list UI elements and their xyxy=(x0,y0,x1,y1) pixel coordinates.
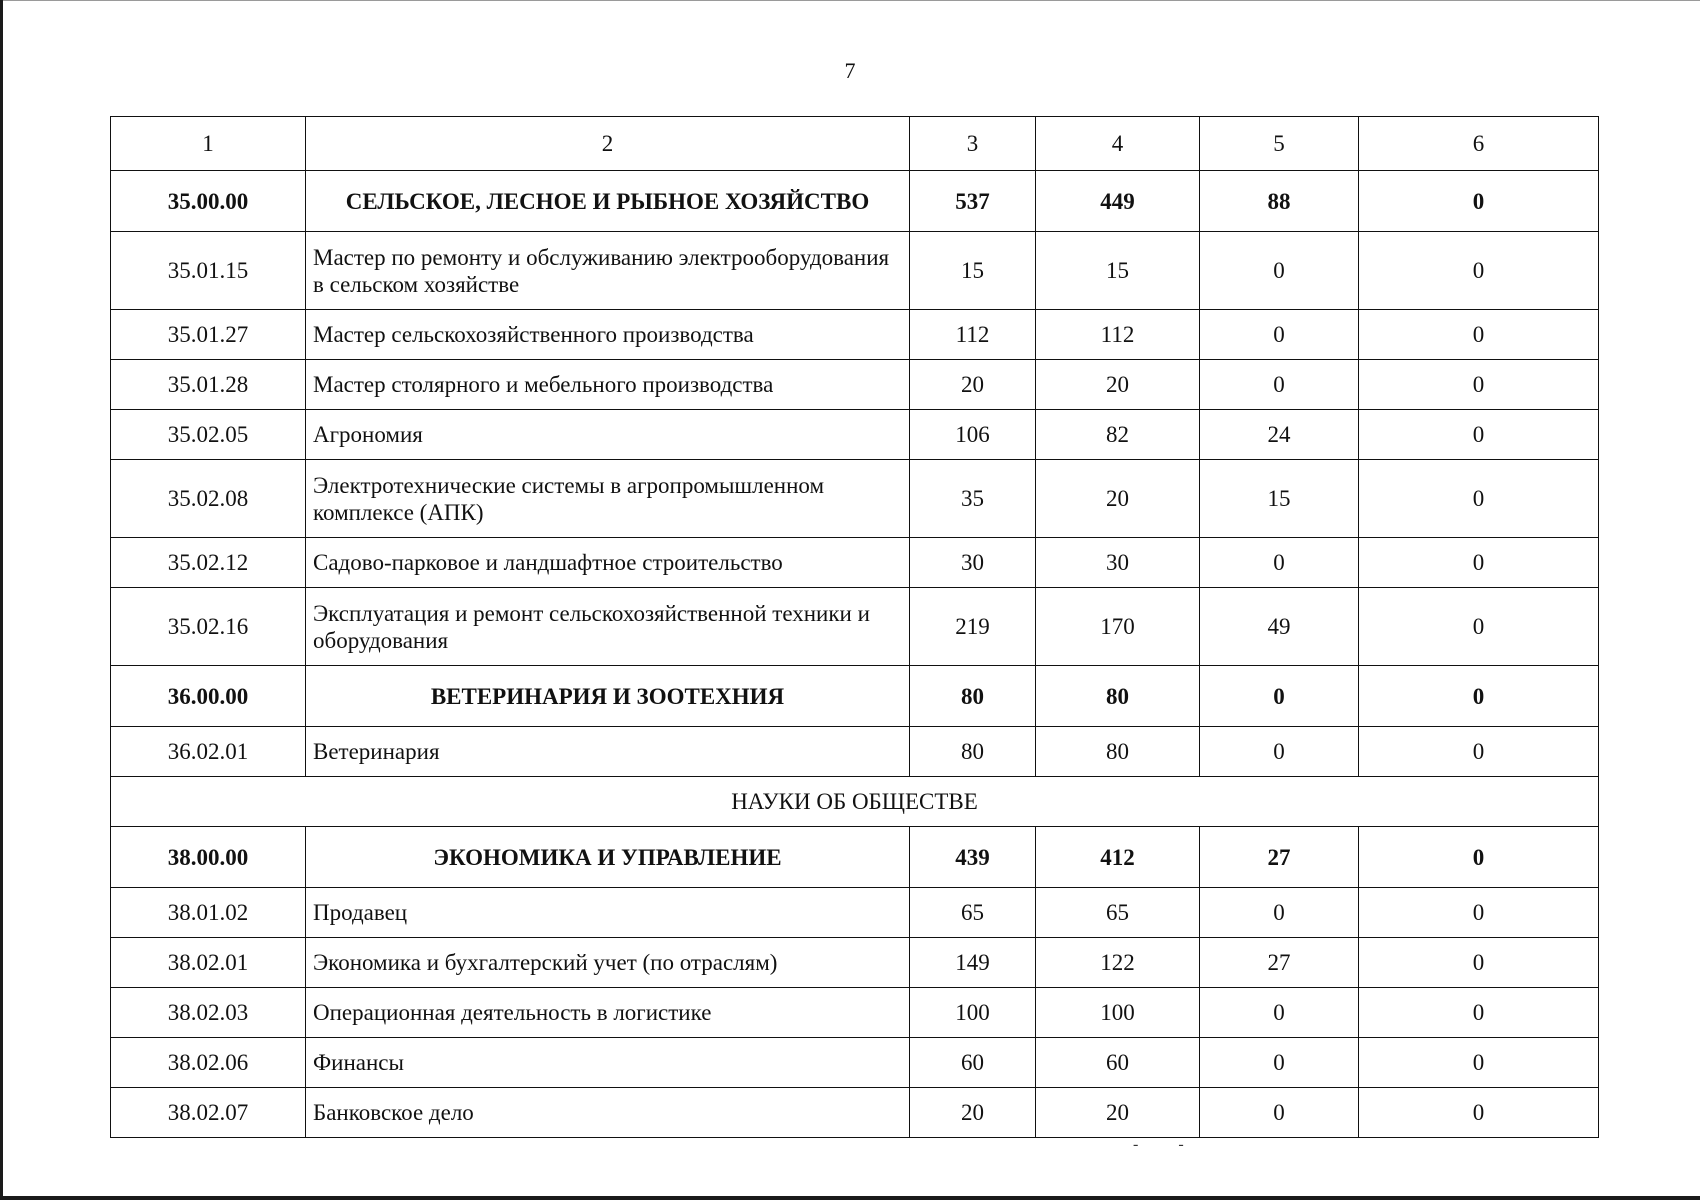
col3-cell: 35 xyxy=(910,460,1036,538)
code-cell: 35.00.00 xyxy=(111,171,306,232)
group-row xyxy=(111,827,1599,888)
code-cell: 38.02.01 xyxy=(111,938,306,988)
scan-edge-bottom xyxy=(0,1196,1700,1200)
name-cell: Мастер столярного и мебельного производства xyxy=(306,360,910,410)
table-row xyxy=(111,460,1599,538)
col6-cell: 0 xyxy=(1359,1088,1599,1138)
name-cell: Финансы xyxy=(306,1038,910,1088)
code-cell: 35.02.08 xyxy=(111,460,306,538)
page-number: 7 xyxy=(844,58,856,83)
header-cell-6: 6 xyxy=(1359,117,1599,171)
col6-cell: 0 xyxy=(1359,360,1599,410)
col5-cell: 0 xyxy=(1200,727,1359,777)
col4-cell: 65 xyxy=(1036,888,1200,938)
code-cell: 36.02.01 xyxy=(111,727,306,777)
col6-cell: 0 xyxy=(1359,538,1599,588)
col5-cell: 88 xyxy=(1200,171,1359,232)
code-cell: 35.02.05 xyxy=(111,410,306,460)
col5-cell: 27 xyxy=(1200,827,1359,888)
table-row xyxy=(111,232,1599,310)
col3-cell: 30 xyxy=(910,538,1036,588)
col6-cell: 0 xyxy=(1359,827,1599,888)
col3-cell: 15 xyxy=(910,232,1036,310)
table-row xyxy=(111,938,1599,988)
col5-cell: 0 xyxy=(1200,666,1359,727)
col6-cell: 0 xyxy=(1359,938,1599,988)
col4-cell: 100 xyxy=(1036,988,1200,1038)
header-cell-4: 4 xyxy=(1036,117,1200,171)
col6-cell: 0 xyxy=(1359,171,1599,232)
code-cell: 36.00.00 xyxy=(111,666,306,727)
col4-cell: 60 xyxy=(1036,1038,1200,1088)
group-row xyxy=(111,171,1599,232)
col5-cell: 0 xyxy=(1200,232,1359,310)
col5-cell: 0 xyxy=(1200,310,1359,360)
table-row xyxy=(111,538,1599,588)
col4-cell: 30 xyxy=(1036,538,1200,588)
code-cell: 38.00.00 xyxy=(111,827,306,888)
table-row xyxy=(111,410,1599,460)
name-cell: Операционная деятельность в логистике xyxy=(306,988,910,1038)
table-row xyxy=(111,360,1599,410)
col4-cell: 15 xyxy=(1036,232,1200,310)
footer-marks: - - xyxy=(1133,1136,1202,1153)
name-cell: Экономика и бухгалтерский учет (по отраслям) xyxy=(306,938,910,988)
col6-cell: 0 xyxy=(1359,666,1599,727)
table-body xyxy=(111,117,1599,1138)
group-row xyxy=(111,666,1599,727)
col4-cell: 82 xyxy=(1036,410,1200,460)
col5-cell: 49 xyxy=(1200,588,1359,666)
name-cell: ВЕТЕРИНАРИЯ И ЗООТЕХНИЯ xyxy=(306,666,910,727)
header-cell-3: 3 xyxy=(910,117,1036,171)
table-row xyxy=(111,888,1599,938)
col6-cell: 0 xyxy=(1359,888,1599,938)
col3-cell: 112 xyxy=(910,310,1036,360)
col4-cell: 412 xyxy=(1036,827,1200,888)
col4-cell: 20 xyxy=(1036,360,1200,410)
col4-cell: 449 xyxy=(1036,171,1200,232)
header-cell-2: 2 xyxy=(306,117,910,171)
col3-cell: 20 xyxy=(910,1088,1036,1138)
col5-cell: 27 xyxy=(1200,938,1359,988)
specialties-table xyxy=(110,116,1599,1138)
header-cell-5: 5 xyxy=(1200,117,1359,171)
name-cell: Садово-парковое и ландшафтное строительство xyxy=(306,538,910,588)
col5-cell: 24 xyxy=(1200,410,1359,460)
code-cell: 38.02.06 xyxy=(111,1038,306,1088)
col4-cell: 170 xyxy=(1036,588,1200,666)
table-row xyxy=(111,310,1599,360)
code-cell: 38.01.02 xyxy=(111,888,306,938)
col4-cell: 20 xyxy=(1036,1088,1200,1138)
table-row xyxy=(111,1038,1599,1088)
col4-cell: 112 xyxy=(1036,310,1200,360)
col3-cell: 219 xyxy=(910,588,1036,666)
col5-cell: 15 xyxy=(1200,460,1359,538)
col3-cell: 106 xyxy=(910,410,1036,460)
scan-edge-top xyxy=(0,0,1700,1)
col3-cell: 80 xyxy=(910,666,1036,727)
col5-cell: 0 xyxy=(1200,1038,1359,1088)
col5-cell: 0 xyxy=(1200,1088,1359,1138)
table-row xyxy=(111,588,1599,666)
code-cell: 38.02.07 xyxy=(111,1088,306,1138)
table-header-row xyxy=(111,117,1599,171)
code-cell: 35.02.16 xyxy=(111,588,306,666)
header-cell-1: 1 xyxy=(111,117,306,171)
col3-cell: 65 xyxy=(910,888,1036,938)
col5-cell: 0 xyxy=(1200,538,1359,588)
code-cell: 35.01.27 xyxy=(111,310,306,360)
col5-cell: 0 xyxy=(1200,360,1359,410)
table-row xyxy=(111,1088,1599,1138)
name-cell: Мастер сельскохозяйственного производства xyxy=(306,310,910,360)
name-cell: Банковское дело xyxy=(306,1088,910,1138)
table-row xyxy=(111,988,1599,1038)
name-cell: Мастер по ремонту и обслуживанию электрооборудования в сельском хозяйстве xyxy=(306,232,910,310)
code-cell: 35.01.15 xyxy=(111,232,306,310)
code-cell: 35.02.12 xyxy=(111,538,306,588)
col3-cell: 100 xyxy=(910,988,1036,1038)
col3-cell: 439 xyxy=(910,827,1036,888)
name-cell: СЕЛЬСКОЕ, ЛЕСНОЕ И РЫБНОЕ ХОЗЯЙСТВО xyxy=(306,171,910,232)
col4-cell: 80 xyxy=(1036,727,1200,777)
col5-cell: 0 xyxy=(1200,888,1359,938)
col4-cell: 80 xyxy=(1036,666,1200,727)
col6-cell: 0 xyxy=(1359,232,1599,310)
col3-cell: 80 xyxy=(910,727,1036,777)
col6-cell: 0 xyxy=(1359,727,1599,777)
col6-cell: 0 xyxy=(1359,988,1599,1038)
col6-cell: 0 xyxy=(1359,310,1599,360)
name-cell: Электротехнические системы в агропромышленном комплексе (АПК) xyxy=(306,460,910,538)
name-cell: Продавец xyxy=(306,888,910,938)
col4-cell: 122 xyxy=(1036,938,1200,988)
col6-cell: 0 xyxy=(1359,460,1599,538)
col3-cell: 149 xyxy=(910,938,1036,988)
col3-cell: 537 xyxy=(910,171,1036,232)
col4-cell: 20 xyxy=(1036,460,1200,538)
name-cell: ЭКОНОМИКА И УПРАВЛЕНИЕ xyxy=(306,827,910,888)
code-cell: 38.02.03 xyxy=(111,988,306,1038)
table-row xyxy=(111,727,1599,777)
code-cell: 35.01.28 xyxy=(111,360,306,410)
col3-cell: 20 xyxy=(910,360,1036,410)
col3-cell: 60 xyxy=(910,1038,1036,1088)
name-cell: Эксплуатация и ремонт сельскохозяйственной техники и оборудования xyxy=(306,588,910,666)
name-cell: Агрономия xyxy=(306,410,910,460)
col6-cell: 0 xyxy=(1359,588,1599,666)
col5-cell: 0 xyxy=(1200,988,1359,1038)
section-heading: НАУКИ ОБ ОБЩЕСТВЕ xyxy=(111,777,1599,827)
name-cell: Ветеринария xyxy=(306,727,910,777)
section-heading-row xyxy=(111,777,1599,827)
col6-cell: 0 xyxy=(1359,1038,1599,1088)
scan-edge-left xyxy=(0,0,3,1200)
col6-cell: 0 xyxy=(1359,410,1599,460)
